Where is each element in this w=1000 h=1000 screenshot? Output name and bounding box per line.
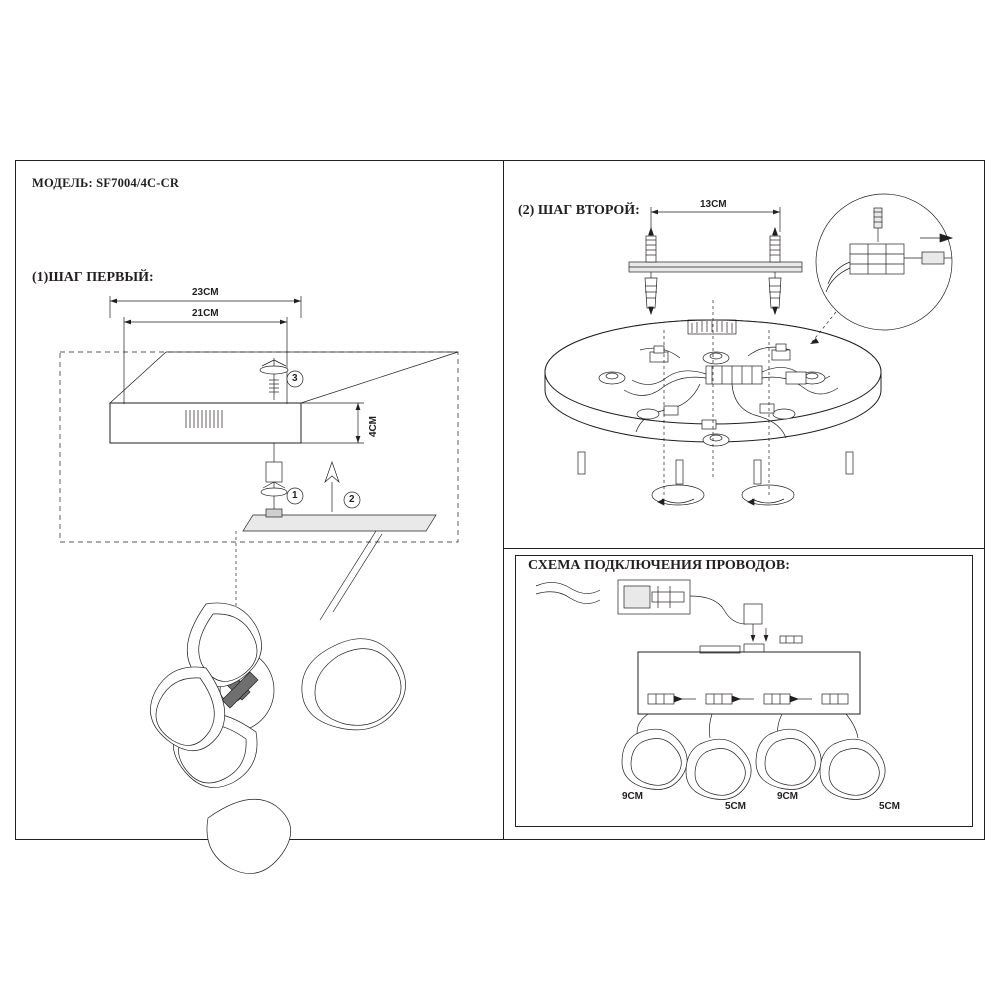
arm-dim-4: 5СМ (879, 801, 900, 812)
dim-23cm: 23СМ (192, 287, 219, 298)
model-label: МОДЕЛЬ: SF7004/4C-CR (32, 176, 180, 190)
dim-4cm: 4СМ (368, 416, 379, 437)
dim-13cm: 13СМ (700, 199, 727, 210)
callout-1: 1 (292, 490, 298, 501)
step1-title: (1)ШАГ ПЕРВЫЙ: (32, 270, 154, 285)
callout-2: 2 (349, 494, 355, 505)
wiring-title: СХЕМА ПОДКЛЮЧЕНИЯ ПРОВОДОВ: (528, 558, 790, 573)
dim-21cm: 21СМ (192, 308, 219, 319)
arm-dim-1: 9СМ (622, 791, 643, 802)
arm-dim-2: 5СМ (725, 801, 746, 812)
arm-dim-3: 9СМ (777, 791, 798, 802)
callout-3: 3 (292, 373, 298, 384)
step2-title: (2) ШАГ ВТОРОЙ: (518, 203, 640, 218)
